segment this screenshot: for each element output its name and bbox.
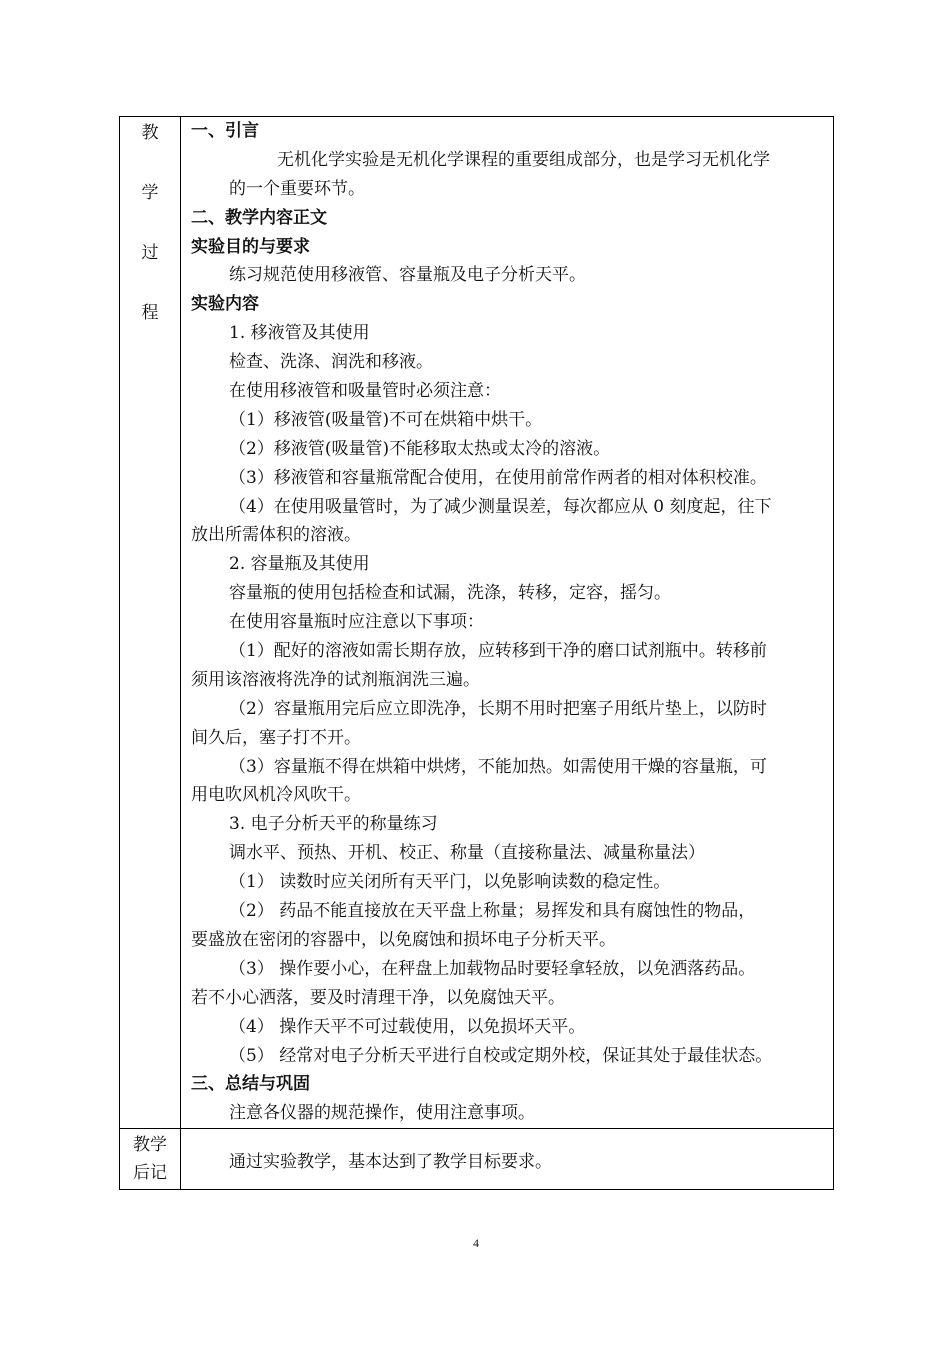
teaching-process-content [181, 117, 834, 1129]
section-heading: 一、引言 [191, 121, 259, 141]
postscript-label-line: 教学 [133, 1135, 167, 1156]
paragraph-line: 注意各仪器的规范操作，使用注意事项。 [229, 1103, 535, 1124]
page-number: 4 [473, 1236, 479, 1250]
side-char: 学 [141, 183, 159, 203]
note-line: （1） 读数时应关闭所有天平门，以免影响读数的稳定性。 [229, 872, 671, 893]
section-heading: 三、总结与巩固 [191, 1074, 310, 1095]
note-line: （5） 经常对电子分析天平进行自校或定期外校，保证其处于最佳状态。 [229, 1045, 773, 1066]
side-char: 过 [141, 243, 159, 263]
teaching-process-label [120, 117, 181, 1129]
note-line: 须用该溶液将洗净的试剂瓶润洗三遍。 [191, 669, 480, 690]
paragraph-line: 练习规范使用移液管、容量瓶及电子分析天平。 [229, 265, 586, 286]
teaching-process-row [120, 117, 834, 1129]
item-title: 1. 移液管及其使用 [229, 323, 370, 344]
note-line: 放出所需体积的溶液。 [191, 525, 361, 546]
paragraph-line: 检查、洗涤、润洗和移液。 [229, 352, 433, 373]
subsection-heading: 实验目的与要求 [191, 236, 310, 257]
paragraph-line: 的一个重要环节。 [229, 178, 365, 199]
note-line: （1）移液管(吸量管)不可在烘箱中烘干。 [229, 409, 543, 430]
note-line: （4） 操作天平不可过载使用，以免损坏天平。 [229, 1016, 586, 1037]
note-line: 用电吹风机冷风吹干。 [191, 785, 361, 806]
postscript-row [120, 1129, 834, 1190]
note-line: （3）容量瓶不得在烘箱中烘烤，不能加热。如需使用干燥的容量瓶，可 [229, 756, 767, 777]
note-line: （4）在使用吸量管时，为了减少测量误差，每次都应从 0 刻度起，往下 [229, 496, 772, 517]
note-line: （2）移液管(吸量管)不能移取太热或太冷的溶液。 [229, 438, 611, 459]
postscript-label [120, 1129, 181, 1190]
lesson-plan-table [119, 116, 834, 1190]
side-char: 程 [141, 303, 159, 323]
note-line: （2）容量瓶用完后应立即洗净，长期不用时把塞子用纸片垫上，以防时 [229, 698, 767, 719]
paragraph-line: 调水平、预热、开机、校正、称量（直接称量法、减量称量法） [229, 843, 705, 864]
item-title: 2. 容量瓶及其使用 [229, 554, 370, 575]
subsection-heading: 实验内容 [191, 294, 259, 315]
paragraph-line: 容量瓶的使用包括检查和试漏，洗涤，转移，定容，摇匀。 [229, 583, 671, 604]
note-line: 若不小心洒落，要及时清理干净，以免腐蚀天平。 [191, 987, 565, 1008]
section-heading: 二、教学内容正文 [191, 207, 327, 228]
item-title: 3. 电子分析天平的称量练习 [229, 814, 438, 835]
note-line: （2） 药品不能直接放在天平盘上称量；易挥发和具有腐蚀性的物品， [229, 901, 756, 922]
side-char: 教 [141, 123, 159, 143]
note-line: （1）配好的溶液如需长期存放，应转移到干净的磨口试剂瓶中。转移前 [229, 641, 767, 662]
note-line: （3） 操作要小心，在秤盘上加载物品时要轻拿轻放，以免洒落药品。 [229, 958, 756, 979]
note-line: 要盛放在密闭的容器中，以免腐蚀和损坏电子分析天平。 [191, 929, 616, 950]
postscript-content: 通过实验教学，基本达到了教学目标要求。 [181, 1129, 834, 1190]
paragraph-line: 在使用容量瓶时应注意以下事项： [229, 612, 484, 633]
note-line: （3）移液管和容量瓶常配合使用，在使用前常作两者的相对体积校准。 [229, 467, 767, 488]
postscript-label-line: 后记 [133, 1163, 167, 1184]
paragraph-line: 无机化学实验是无机化学课程的重要组成部分，也是学习无机化学 [277, 149, 770, 170]
note-line: 间久后，塞子打不开。 [191, 727, 361, 748]
paragraph-line: 在使用移液管和吸量管时必须注意： [229, 381, 501, 402]
